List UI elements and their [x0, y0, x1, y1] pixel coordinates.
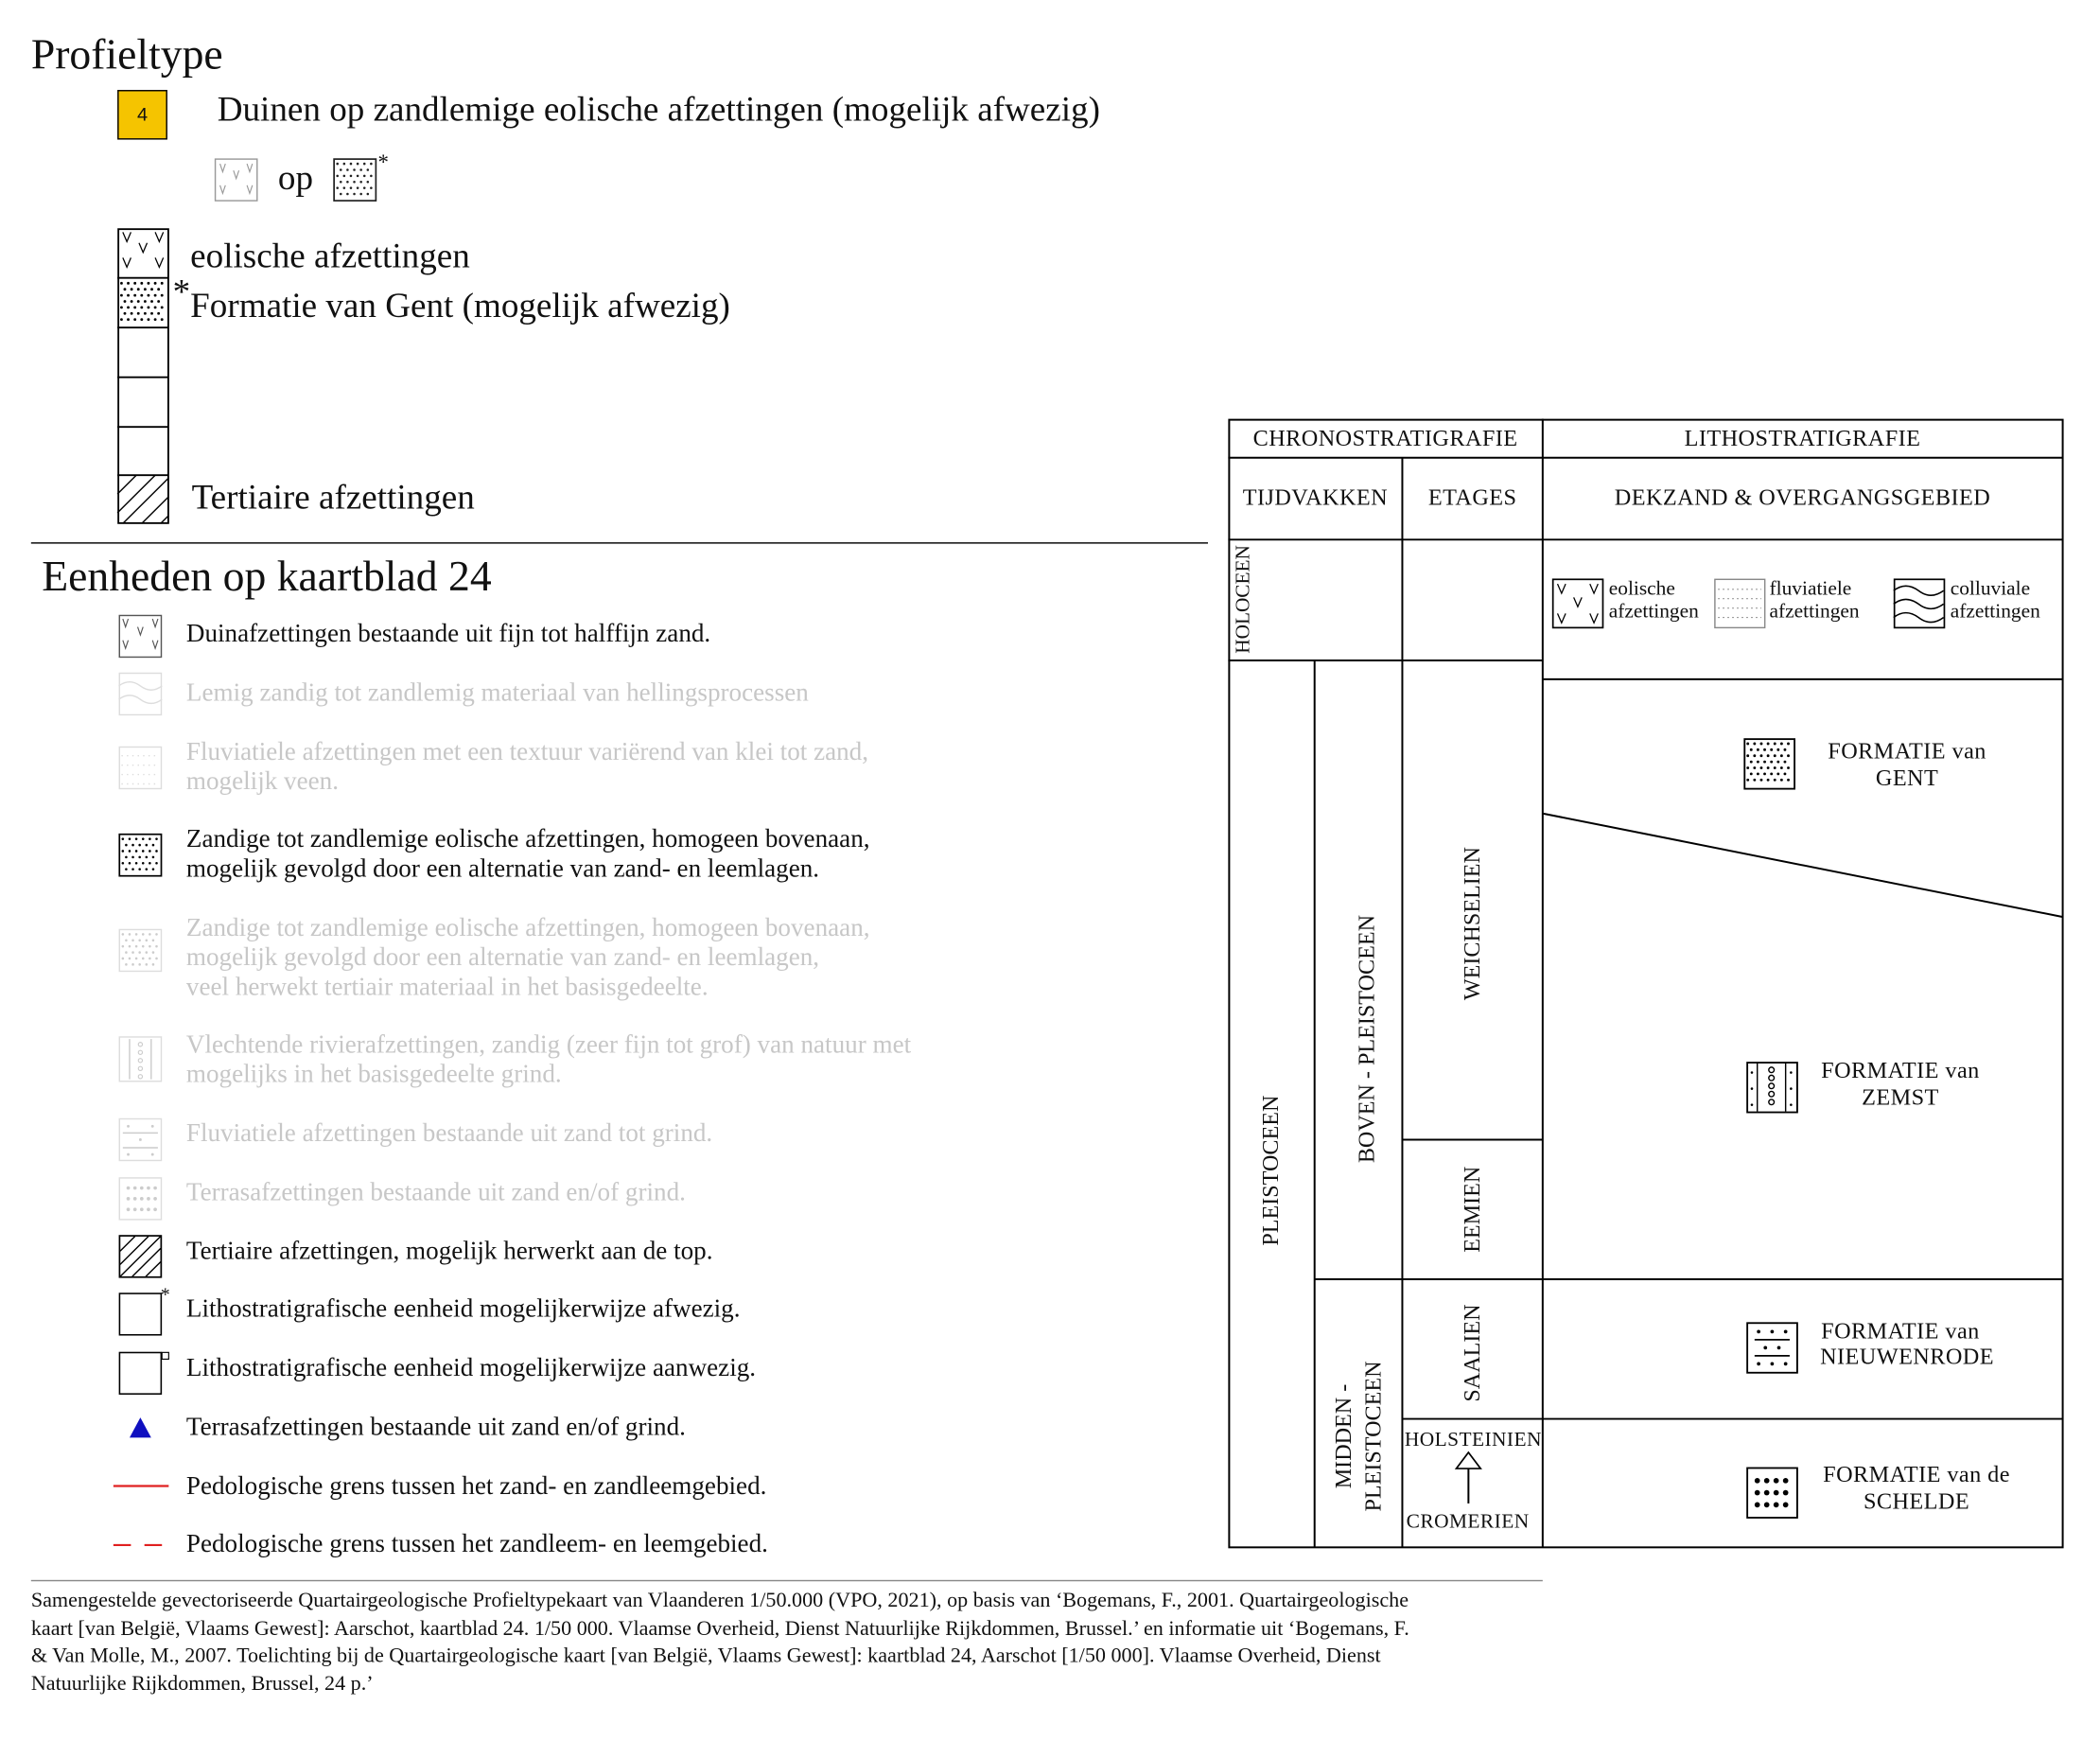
legend-item-line: Zandige tot zandlemige eolische afzettingen, homogeen bovenaan, — [185, 914, 870, 942]
legend-item-text — [186, 1354, 756, 1383]
holo-fluv-1: fluviatiele — [1769, 578, 1852, 601]
caption-line: kaart [van België, Vlaams Gewest]: Aarschot, kaartblad 24. 1/50 000. Vlaamse Overheid, Dienst Natuurlijke Rijkdommen, Brussel.’ en informatie uit ‘Bogemans, F. — [30, 1616, 1409, 1640]
legend-item-line: mogelijk gevolgd door een alternatie van zand- en leemlagen, — [185, 943, 820, 973]
legend-item-text — [186, 738, 868, 797]
terrace-dots-icon — [119, 1177, 163, 1220]
fluvial-gravel-icon — [119, 1118, 163, 1161]
legend-item-line: Tertiaire afzettingen, mogelijk herwerkt aan de top. — [185, 1238, 713, 1266]
holo-eolisch-2: afzettingen — [1608, 601, 1699, 624]
label-midden-2: PLEISTOCEEN — [1360, 1361, 1387, 1512]
zemst-line-2: ZEMST — [1862, 1084, 1939, 1111]
legend-item-text — [186, 914, 870, 1003]
asterisk-mark: * — [377, 151, 389, 175]
legend-title: Eenheden op kaartblad 24 — [42, 552, 492, 601]
gent-line-2: GENT — [1875, 765, 1939, 791]
header-etages: ETAGES — [1427, 484, 1517, 511]
legend-item-line: Vlechtende rivierafzettingen, zandig (zeer fijn tot grof) van natuur met — [185, 1030, 912, 1060]
caption-divider — [31, 1580, 1543, 1581]
asterisk-mark: * — [160, 1286, 170, 1307]
dune-v-pattern-icon — [119, 615, 163, 658]
header-litho: LITHOSTRATIGRAFIE — [1684, 425, 1921, 451]
label-midden-1: MIDDEN - — [1330, 1383, 1356, 1489]
red-solid-line-icon — [114, 1477, 173, 1490]
label-gent: Formatie van Gent (mogelijk afwezig) — [190, 286, 730, 325]
source-caption — [31, 1588, 1563, 1697]
section-divider — [31, 542, 1208, 543]
label-cromerien: CROMERIEN — [1406, 1511, 1530, 1534]
label-eemien: EEMIEN — [1459, 1166, 1485, 1253]
legend-item-text — [186, 679, 809, 709]
holo-coll-1: colluviale — [1950, 578, 2031, 601]
legend-item-text — [186, 620, 710, 649]
zemst-line-1: FORMATIE van — [1821, 1057, 1980, 1083]
label-tertiair: Tertiaire afzettingen — [191, 478, 475, 518]
legend-item-line: Terrasafzettingen bestaande uit zand en/of grind. — [185, 1413, 686, 1442]
legend-item-line: mogelijk veen. — [185, 767, 340, 797]
legend-item-line: Fluviatiele afzettingen bestaande uit zand tot grind. — [185, 1119, 713, 1148]
legend-item-line: Pedologische grens tussen het zandleem- en leemgebied. — [185, 1530, 768, 1559]
holo-coll-2: afzettingen — [1950, 601, 2040, 624]
legend-item-text — [186, 1295, 741, 1325]
legend-item-line: mogelijk gevolgd door een alternatie van zand- en leemlagen. — [185, 854, 820, 884]
wavy-lines-icon — [119, 673, 163, 715]
label-pleistoceen: PLEISTOCEEN — [1257, 1095, 1284, 1246]
caption-line: Samengestelde gevectoriseerde Quartairgeologische Profieltypekaart van Vlaanderen 1/50.000 (VPO, 2021), op basis van ‘Bogemans, F., 2001. Quartairgeologische — [30, 1589, 1409, 1612]
blue-triangle-icon — [126, 1416, 155, 1443]
legend-item-line: mogelijks in het basisgedeelte grind. — [185, 1060, 562, 1089]
legend-item-line: veel herwekt tertiair materiaal in het basisgedeelte. — [185, 973, 709, 1002]
gent-asterisk: * — [172, 272, 191, 312]
nieuwenrode-line-2: NIEUWENRODE — [1820, 1344, 1995, 1370]
legend-item-line: Pedologische grens tussen het zand- en zandleemgebied. — [185, 1472, 767, 1502]
legend-item-line: Fluviatiele afzettingen met een textuur variërend van klei tot zand, — [185, 738, 869, 767]
zemst-formation-icon — [1747, 1063, 1797, 1112]
legend-item-text — [186, 1119, 712, 1149]
legend-item-line: Terrasafzettingen bestaande uit zand en/of grind. — [185, 1178, 686, 1207]
dotted-pattern-grey-icon — [119, 929, 163, 972]
legend-item-text — [186, 826, 870, 885]
colluviaal-icon — [1894, 579, 1945, 627]
label-boven-pleistoceen: BOVEN - PLEISTOCEEN — [1354, 914, 1380, 1164]
legend-item-text — [186, 1238, 713, 1267]
profieltype-title: Profieltype — [30, 29, 223, 79]
schelde-line-1: FORMATIE van de — [1823, 1461, 2010, 1487]
gent-line-1: FORMATIE van — [1828, 738, 1986, 765]
caption-line: & Van Molle, M., 2007. Toelichting bij de Quartairgeologische kaart [van België, Vlaams Gewest]: kaartblad 24, Aarschot [1/50 000]. Vlaamse Overheid, Dienst — [30, 1644, 1381, 1668]
legend-item-line: Zandige tot zandlemige eolische afzettingen, homogeen bovenaan, — [185, 825, 870, 854]
label-holoceen: HOLOCEEN — [1233, 545, 1255, 654]
profile-code-badge: 4 — [117, 90, 167, 139]
hatch-icon — [119, 1235, 163, 1277]
legend-item-line: Lithostratigrafische eenheid mogelijkerwijze aanwezig. — [185, 1354, 757, 1383]
nieuwenrode-line-1: FORMATIE van — [1821, 1318, 1980, 1345]
holo-fluv-2: afzettingen — [1769, 601, 1860, 624]
header-tijdvakken: TIJDVAKKEN — [1242, 484, 1389, 511]
holo-eolisch-1: eolische — [1608, 578, 1675, 601]
dotted-pattern-icon — [333, 158, 376, 201]
dotted-pattern-icon — [119, 834, 163, 876]
label-holsteinien: HOLSTEINIEN — [1404, 1429, 1542, 1451]
gent-formation-icon — [1744, 739, 1794, 788]
label-weichselien: WEICHSELIEN — [1459, 847, 1485, 1001]
legend-item-line: Lithostratigrafische eenheid mogelijkerwijze afwezig. — [185, 1295, 741, 1324]
dotted-lines-icon — [119, 747, 163, 789]
braided-river-icon — [119, 1036, 163, 1082]
legend-item-line: Duinafzettingen bestaande uit fijn tot halffijn zand. — [185, 620, 711, 649]
legend-item-text — [186, 1472, 767, 1502]
legend-item-line: Lemig zandig tot zandlemig materiaal van hellingsprocessen — [185, 678, 809, 708]
label-saalien: SAALIEN — [1459, 1304, 1485, 1402]
legend-item-text — [186, 1031, 911, 1090]
legend-item-text — [186, 1414, 686, 1443]
caption-line: Natuurlijke Rijkdommen, Brussel, 24 p.’ — [30, 1671, 374, 1696]
header-dekzand: DEKZAND & OVERGANGSGEBIED — [1614, 484, 1991, 511]
profile-description: Duinen op zandlemige eolische afzettingen (mogelijk afwezig) — [217, 90, 1100, 130]
eolisch-icon — [1553, 579, 1603, 627]
dune-v-pattern-icon — [215, 158, 258, 201]
schelde-line-2: SCHELDE — [1863, 1488, 1970, 1515]
profile-column — [117, 228, 171, 526]
label-eolisch: eolische afzettingen — [190, 236, 470, 275]
schelde-formation-icon — [1747, 1468, 1797, 1517]
box-square-icon — [119, 1352, 173, 1395]
legend-item-text — [186, 1179, 686, 1208]
legend-item-text — [186, 1530, 768, 1559]
red-dashed-line-icon — [114, 1536, 173, 1549]
op-label: op — [277, 158, 314, 198]
nieuwenrode-formation-icon — [1747, 1323, 1797, 1372]
fluviatiel-icon — [1715, 579, 1765, 627]
header-chrono: CHRONOSTRATIGRAFIE — [1252, 425, 1518, 451]
